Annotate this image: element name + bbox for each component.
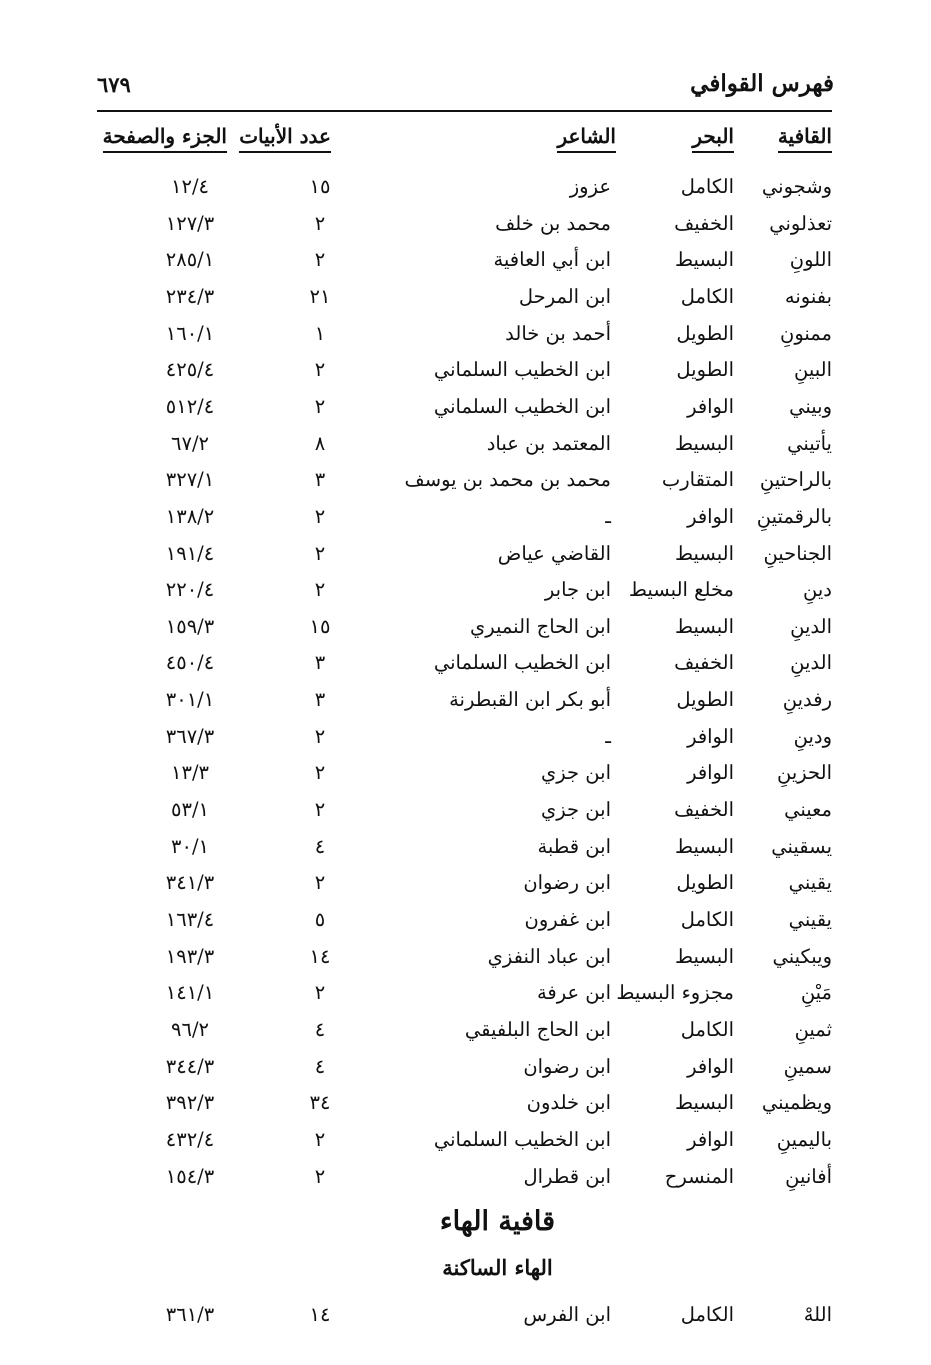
volume-page-cell: ٣٤١/٣	[165, 871, 215, 895]
table-row	[0, 427, 931, 463]
bahr-cell: الخفيف	[674, 211, 734, 235]
table-row	[0, 1123, 931, 1159]
verse-count-cell: ٢	[314, 541, 326, 565]
poet-cell: ابن الخطيب السلماني	[433, 1127, 611, 1151]
bahr-cell: البسيط	[674, 834, 734, 858]
volume-page-cell: ٤٣٢/٤	[165, 1127, 215, 1151]
verse-count-cell: ٢	[314, 211, 326, 235]
poet-cell: ابن الفرس	[523, 1303, 611, 1326]
qafia-cell: ممنونِ	[780, 321, 832, 345]
verse-count-cell: ٢	[314, 1164, 326, 1188]
poet-cell: أحمد بن خالد	[505, 321, 611, 345]
column-header-qafia: القافية	[778, 124, 832, 153]
poet-cell: ابن رضوان	[523, 1054, 611, 1078]
verse-count-cell: ١٥	[309, 175, 331, 198]
verse-count-cell: ٤	[314, 1054, 326, 1078]
bahr-cell: الطويل	[676, 871, 734, 895]
poet-cell: ابن أبي العافية	[493, 248, 611, 272]
bahr-cell: المنسرح	[664, 1164, 734, 1188]
table-row	[0, 756, 931, 792]
verse-count-cell: ٢	[314, 871, 326, 895]
verse-count-cell: ٢	[314, 724, 326, 748]
qafia-cell: أفانينِ	[785, 1164, 832, 1188]
volume-page-cell: ١٦٠/١	[165, 321, 215, 345]
volume-page-cell: ١٩١/٤	[165, 541, 215, 565]
verse-count-cell: ٢	[314, 394, 326, 418]
volume-page-cell: ١٤١/١	[165, 981, 215, 1005]
bahr-cell: البسيط	[674, 248, 734, 272]
bahr-cell: الطويل	[676, 358, 734, 382]
table-row	[0, 280, 931, 316]
volume-page-cell: ٣٩٢/٣	[165, 1091, 215, 1115]
poet-cell: ـ	[605, 724, 611, 748]
bahr-cell: الكامل	[680, 908, 734, 931]
table-row	[0, 463, 931, 499]
poet-cell: ابن جابر	[544, 578, 611, 602]
table-row	[0, 683, 931, 719]
table-row	[0, 793, 931, 829]
volume-page-cell: ٢٨٥/١	[165, 248, 215, 272]
volume-page-cell: ٤٥٠/٤	[165, 651, 215, 675]
poet-cell: محمد بن محمد بن يوسف	[404, 468, 611, 492]
verse-count-cell: ٤	[314, 834, 326, 858]
verse-count-cell: ١٤	[309, 944, 331, 968]
table-row	[0, 646, 931, 682]
qafia-cell: بالراحتينِ	[759, 468, 832, 492]
volume-page-cell: ١٣٨/٢	[165, 504, 215, 528]
bahr-cell: الوافر	[687, 504, 734, 528]
volume-page-cell: ٥٣/١	[171, 798, 209, 822]
table-row	[0, 317, 931, 353]
volume-page-cell: ١٢٧/٣	[165, 211, 215, 235]
qafia-cell: وبيني	[789, 394, 832, 418]
volume-page-cell: ٩٦/٢	[171, 1017, 209, 1041]
poet-cell: ابن الخطيب السلماني	[433, 358, 611, 382]
table-row	[0, 207, 931, 243]
qafia-cell: ويبكيني	[772, 944, 832, 968]
table-row	[0, 390, 931, 426]
bahr-cell: الخفيف	[674, 798, 734, 822]
bahr-cell: الوافر	[687, 724, 734, 748]
volume-page-cell: ٢٢٠/٤	[165, 578, 215, 602]
table-row	[0, 903, 931, 939]
header-rule	[97, 110, 832, 112]
page-number: ٦٧٩	[97, 72, 131, 97]
verse-count-cell: ٨	[314, 431, 326, 455]
bahr-cell: الخفيف	[674, 651, 734, 675]
bahr-cell: الكامل	[680, 284, 734, 308]
bahr-cell: مخلع البسيط	[628, 578, 734, 602]
qafia-cell: دينِ	[803, 578, 832, 602]
poet-cell: ابن عرفة	[536, 981, 611, 1005]
qafia-cell: مَيْنِ	[800, 981, 832, 1005]
table-row	[0, 1086, 931, 1122]
bahr-cell: البسيط	[674, 614, 734, 638]
poet-cell: عزوز	[569, 175, 611, 198]
verse-count-cell: ٢	[314, 504, 326, 528]
qafia-cell: الجناحينِ	[763, 541, 832, 565]
bahr-cell: الوافر	[687, 761, 734, 785]
volume-page-cell: ١٩٣/٣	[165, 944, 215, 968]
qafia-cell: سمينِ	[783, 1054, 832, 1078]
volume-page-cell: ٢٣٤/٣	[165, 284, 215, 308]
qafia-cell: يسقيني	[771, 834, 832, 858]
poet-cell: ابن عباد النفزي	[487, 944, 611, 968]
bahr-cell: البسيط	[674, 541, 734, 565]
qafia-cell: ودينِ	[793, 724, 832, 748]
volume-page-cell: ٣٦١/٣	[165, 1303, 215, 1326]
qafia-cell: بفنونه	[784, 284, 832, 308]
column-header-count: عدد الأبيات	[239, 124, 331, 153]
qafia-cell: باليمينِ	[776, 1127, 832, 1151]
verse-count-cell: ٣	[314, 651, 326, 675]
qafia-cell: ويظميني	[761, 1091, 832, 1115]
volume-page-cell: ٣٤٤/٣	[165, 1054, 215, 1078]
verse-count-cell: ٣	[314, 468, 326, 492]
volume-page-cell: ١٢/٤	[171, 175, 209, 198]
table-row	[0, 830, 931, 866]
verse-count-cell: ٢	[314, 248, 326, 272]
qafia-cell: اللونِ	[789, 248, 832, 272]
table-row	[0, 573, 931, 609]
poet-cell: ابن الحاج النميري	[470, 614, 611, 638]
volume-page-cell: ١٦٣/٤	[165, 908, 215, 931]
poet-cell: ابن الخطيب السلماني	[433, 651, 611, 675]
qafia-cell: بالرقمتينِ	[756, 504, 832, 528]
qafia-cell: البينِ	[794, 358, 832, 382]
verse-count-cell: ٥	[314, 908, 326, 931]
qafia-cell: الحزينِ	[777, 761, 832, 785]
volume-page-cell: ٤٢٥/٤	[165, 358, 215, 382]
bahr-cell: البسيط	[674, 944, 734, 968]
volume-page-cell: ٣٠١/١	[165, 688, 215, 712]
poet-cell: القاضي عياض	[497, 541, 611, 565]
qafia-cell: معيني	[784, 798, 832, 822]
verse-count-cell: ٢	[314, 578, 326, 602]
bahr-cell: الكامل	[680, 1017, 734, 1041]
page-title: فهرس القوافي	[690, 70, 834, 97]
table-row	[0, 537, 931, 573]
table-row	[0, 353, 931, 389]
verse-count-cell: ٢	[314, 761, 326, 785]
table-row	[0, 170, 931, 206]
volume-page-cell: ١٣/٣	[171, 761, 209, 785]
bahr-cell: الطويل	[676, 321, 734, 345]
bahr-cell: الطويل	[676, 688, 734, 712]
verse-count-cell: ٢	[314, 798, 326, 822]
poet-cell: أبو بكر ابن القبطرنة	[449, 688, 611, 712]
qafia-cell: رفدينِ	[782, 688, 832, 712]
verse-count-cell: ١٥	[309, 614, 331, 638]
verse-count-cell: ٢١	[309, 284, 331, 308]
table-row	[0, 1298, 931, 1334]
qafia-cell: الدينِ	[790, 614, 832, 638]
poet-cell: محمد بن خلف	[495, 211, 611, 235]
bahr-cell: مجزوء البسيط	[616, 981, 734, 1005]
poet-cell: ابن قطرال	[523, 1164, 611, 1188]
table-row	[0, 940, 931, 976]
qafia-cell: تعذلوني	[769, 211, 832, 235]
table-row	[0, 720, 931, 756]
volume-page-cell: ٦٧/٢	[171, 431, 209, 455]
poet-cell: ـ	[605, 504, 611, 528]
poet-cell: ابن الحاج البلفيقي	[464, 1017, 611, 1041]
table-row	[0, 1160, 931, 1196]
bahr-cell: المتقارب	[661, 468, 734, 492]
poet-cell: ابن الخطيب السلماني	[433, 394, 611, 418]
volume-page-cell: ٣٠/١	[171, 834, 209, 858]
volume-page-cell: ٣٢٧/١	[165, 468, 215, 492]
table-row	[0, 243, 931, 279]
table-row	[0, 610, 931, 646]
table-row	[0, 866, 931, 902]
bahr-cell: الكامل	[680, 1303, 734, 1326]
verse-count-cell: ٤	[314, 1017, 326, 1041]
verse-count-cell: ٢	[314, 1127, 326, 1151]
bahr-cell: البسيط	[674, 1091, 734, 1115]
bahr-cell: الوافر	[687, 394, 734, 418]
verse-count-cell: ٣	[314, 688, 326, 712]
verse-count-cell: ١٤	[309, 1303, 331, 1326]
poet-cell: ابن جزي	[541, 798, 611, 822]
poet-cell: ابن قطبة	[537, 834, 611, 858]
poet-cell: ابن المرحل	[518, 284, 611, 308]
column-header-ref: الجزء والصفحة	[103, 124, 227, 153]
table-row	[0, 1013, 931, 1049]
poet-cell: ابن جزي	[541, 761, 611, 785]
poet-cell: ابن خلدون	[526, 1091, 611, 1115]
column-header-shaer: الشاعر	[557, 124, 616, 153]
section-subtitle: الهاء الساكنة	[442, 1255, 553, 1280]
poet-cell: ابن غفرون	[524, 908, 611, 931]
poet-cell: المعتمد بن عباد	[486, 431, 611, 455]
column-header-bahr: البحر	[692, 124, 734, 153]
poet-cell: ابن رضوان	[523, 871, 611, 895]
section-title: قافية الهاء	[439, 1206, 556, 1237]
volume-page-cell: ٥١٢/٤	[165, 394, 215, 418]
volume-page-cell: ٣٦٧/٣	[165, 724, 215, 748]
bahr-cell: الوافر	[687, 1054, 734, 1078]
qafia-cell: ثمينِ	[794, 1017, 832, 1041]
verse-count-cell: ٢	[314, 981, 326, 1005]
table-row	[0, 500, 931, 536]
qafia-cell: اللهْ	[803, 1303, 832, 1326]
verse-count-cell: ١	[314, 321, 326, 345]
qafia-cell: يقيني	[788, 871, 832, 895]
qafia-cell: يقيني	[788, 908, 832, 931]
verse-count-cell: ٣٤	[309, 1091, 331, 1115]
bahr-cell: البسيط	[674, 431, 734, 455]
qafia-cell: يأتيني	[787, 431, 832, 455]
volume-page-cell: ١٥٤/٣	[165, 1164, 215, 1188]
bahr-cell: الوافر	[687, 1127, 734, 1151]
bahr-cell: الكامل	[680, 175, 734, 198]
table-row	[0, 976, 931, 1012]
table-row	[0, 1050, 931, 1086]
qafia-cell: الدينِ	[790, 651, 832, 675]
volume-page-cell: ١٥٩/٣	[165, 614, 215, 638]
verse-count-cell: ٢	[314, 358, 326, 382]
qafia-cell: وشجوني	[761, 175, 832, 198]
